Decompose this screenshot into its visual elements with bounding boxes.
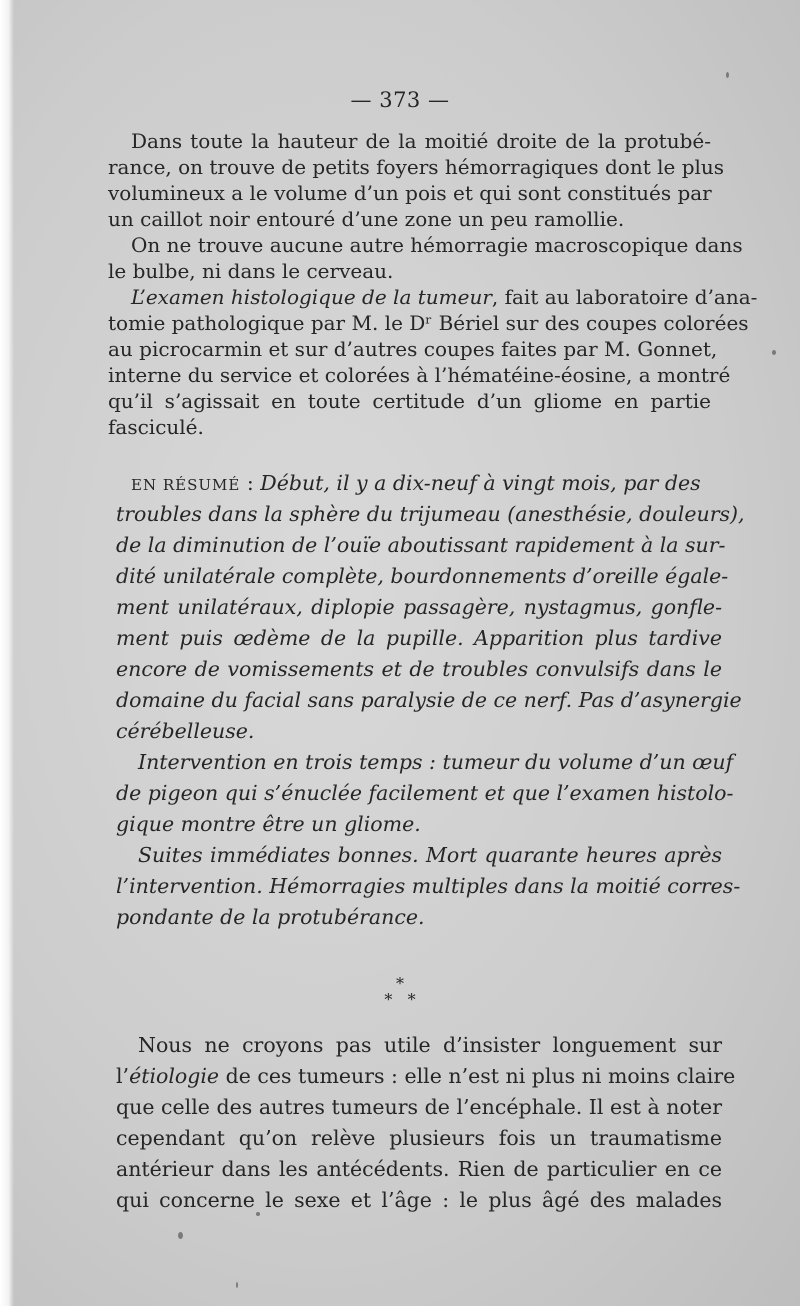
text-line: interne du service et colorées à l’hématéine-éosine, a montré <box>108 363 731 387</box>
italic-phrase: étiologie <box>129 1064 220 1088</box>
text-line: de pigeon qui s’énuclée facilement et que l’examen histolo- <box>116 781 734 805</box>
text-line <box>116 1061 736 1091</box>
italic-phrase: Début, il y a dix-neuf à vingt mois, par des <box>260 471 701 495</box>
text-fragment: : <box>240 471 261 495</box>
text-line: antérieur dans les antécédents. Rien de particulier en ce <box>116 1157 722 1181</box>
text-line: fasciculé. <box>108 415 204 439</box>
text-fragment: l’ <box>116 1064 130 1088</box>
page-number: — 373 — <box>350 88 450 112</box>
text-line: ment unilatéraux, diplopie passagère, nystagmus, gonfle- <box>116 595 722 619</box>
text-line: cérébelleuse. <box>116 719 255 743</box>
text-line: On ne trouve aucune autre hémorragie macroscopique dans <box>131 233 743 257</box>
paper-speck <box>178 1232 183 1239</box>
text-line: qu’il s’agissait en toute certitude d’un gliome en partie <box>108 389 711 413</box>
paper-speck <box>772 350 776 355</box>
text-line: dité unilatérale complète, bourdonnements d’oreille égale- <box>116 564 729 588</box>
text-fragment: de ces tumeurs : elle n’est ni plus ni moins claire <box>219 1064 736 1088</box>
resume-label: EN RÉSUMÉ <box>131 476 241 494</box>
text-line: un caillot noir entouré d’une zone un peu ramollie. <box>108 207 625 231</box>
text-line: Suites immédiates bonnes. Mort quarante heures après <box>138 843 722 867</box>
paper-speck <box>726 72 729 78</box>
text-fragment: , fait au laboratoire d’ana- <box>491 285 758 309</box>
text-line: de la diminution de l’ouïe aboutissant rapidement à la sur- <box>116 533 726 557</box>
text-line: troubles dans la sphère du trijumeau (anesthésie, douleurs), <box>116 502 745 526</box>
text-line: volumineux a le volume d’un pois et qui sont constitués par <box>108 181 712 205</box>
text-line: au picrocarmin et sur d’autres coupes faites par M. Gonnet, <box>108 337 718 361</box>
page-edge <box>0 0 14 1306</box>
text-line: Nous ne croyons pas utile d’insister longuement sur <box>138 1033 722 1057</box>
paper-speck <box>256 1212 260 1216</box>
text-line: le bulbe, ni dans le cerveau. <box>108 259 394 283</box>
text-line: encore de vomissements et de troubles convulsifs dans le <box>116 657 722 681</box>
text-line: Intervention en trois temps : tumeur du volume d’un œuf <box>138 750 734 774</box>
separator-stars: * * <box>384 990 416 1009</box>
paper-speck <box>236 1282 238 1288</box>
text-line: pondante de la protubérance. <box>116 905 425 929</box>
text-line: que celle des autres tumeurs de l’encéphale. Il est à noter <box>116 1095 722 1119</box>
text-line: rance, on trouve de petits foyers hémorragiques dont le plus <box>108 155 725 179</box>
text-line: ment puis œdème de la pupille. Apparition plus tardive <box>116 626 722 650</box>
text-line: domaine du facial sans paralysie de ce nerf. Pas d’asynergie <box>116 688 742 712</box>
text-line: l’intervention. Hémorragies multiples dans la moitié corres- <box>116 874 741 898</box>
italic-phrase: L’examen histologique de la tumeur <box>131 285 492 309</box>
text-line: Dans toute la hauteur de la moitié droite de la protubé- <box>131 129 711 153</box>
separator-star: * <box>396 974 404 993</box>
text-line: qui concerne le sexe et l’âge : le plus âgé des malades <box>116 1188 722 1212</box>
text-line <box>131 284 757 310</box>
text-line: gique montre être un gliome. <box>116 812 421 836</box>
text-line: cependant qu’on relève plusieurs fois un traumatisme <box>116 1126 722 1150</box>
text-line <box>131 468 701 498</box>
text-line: tomie pathologique par M. le Dʳ Bériel sur des coupes colorées <box>108 311 749 335</box>
